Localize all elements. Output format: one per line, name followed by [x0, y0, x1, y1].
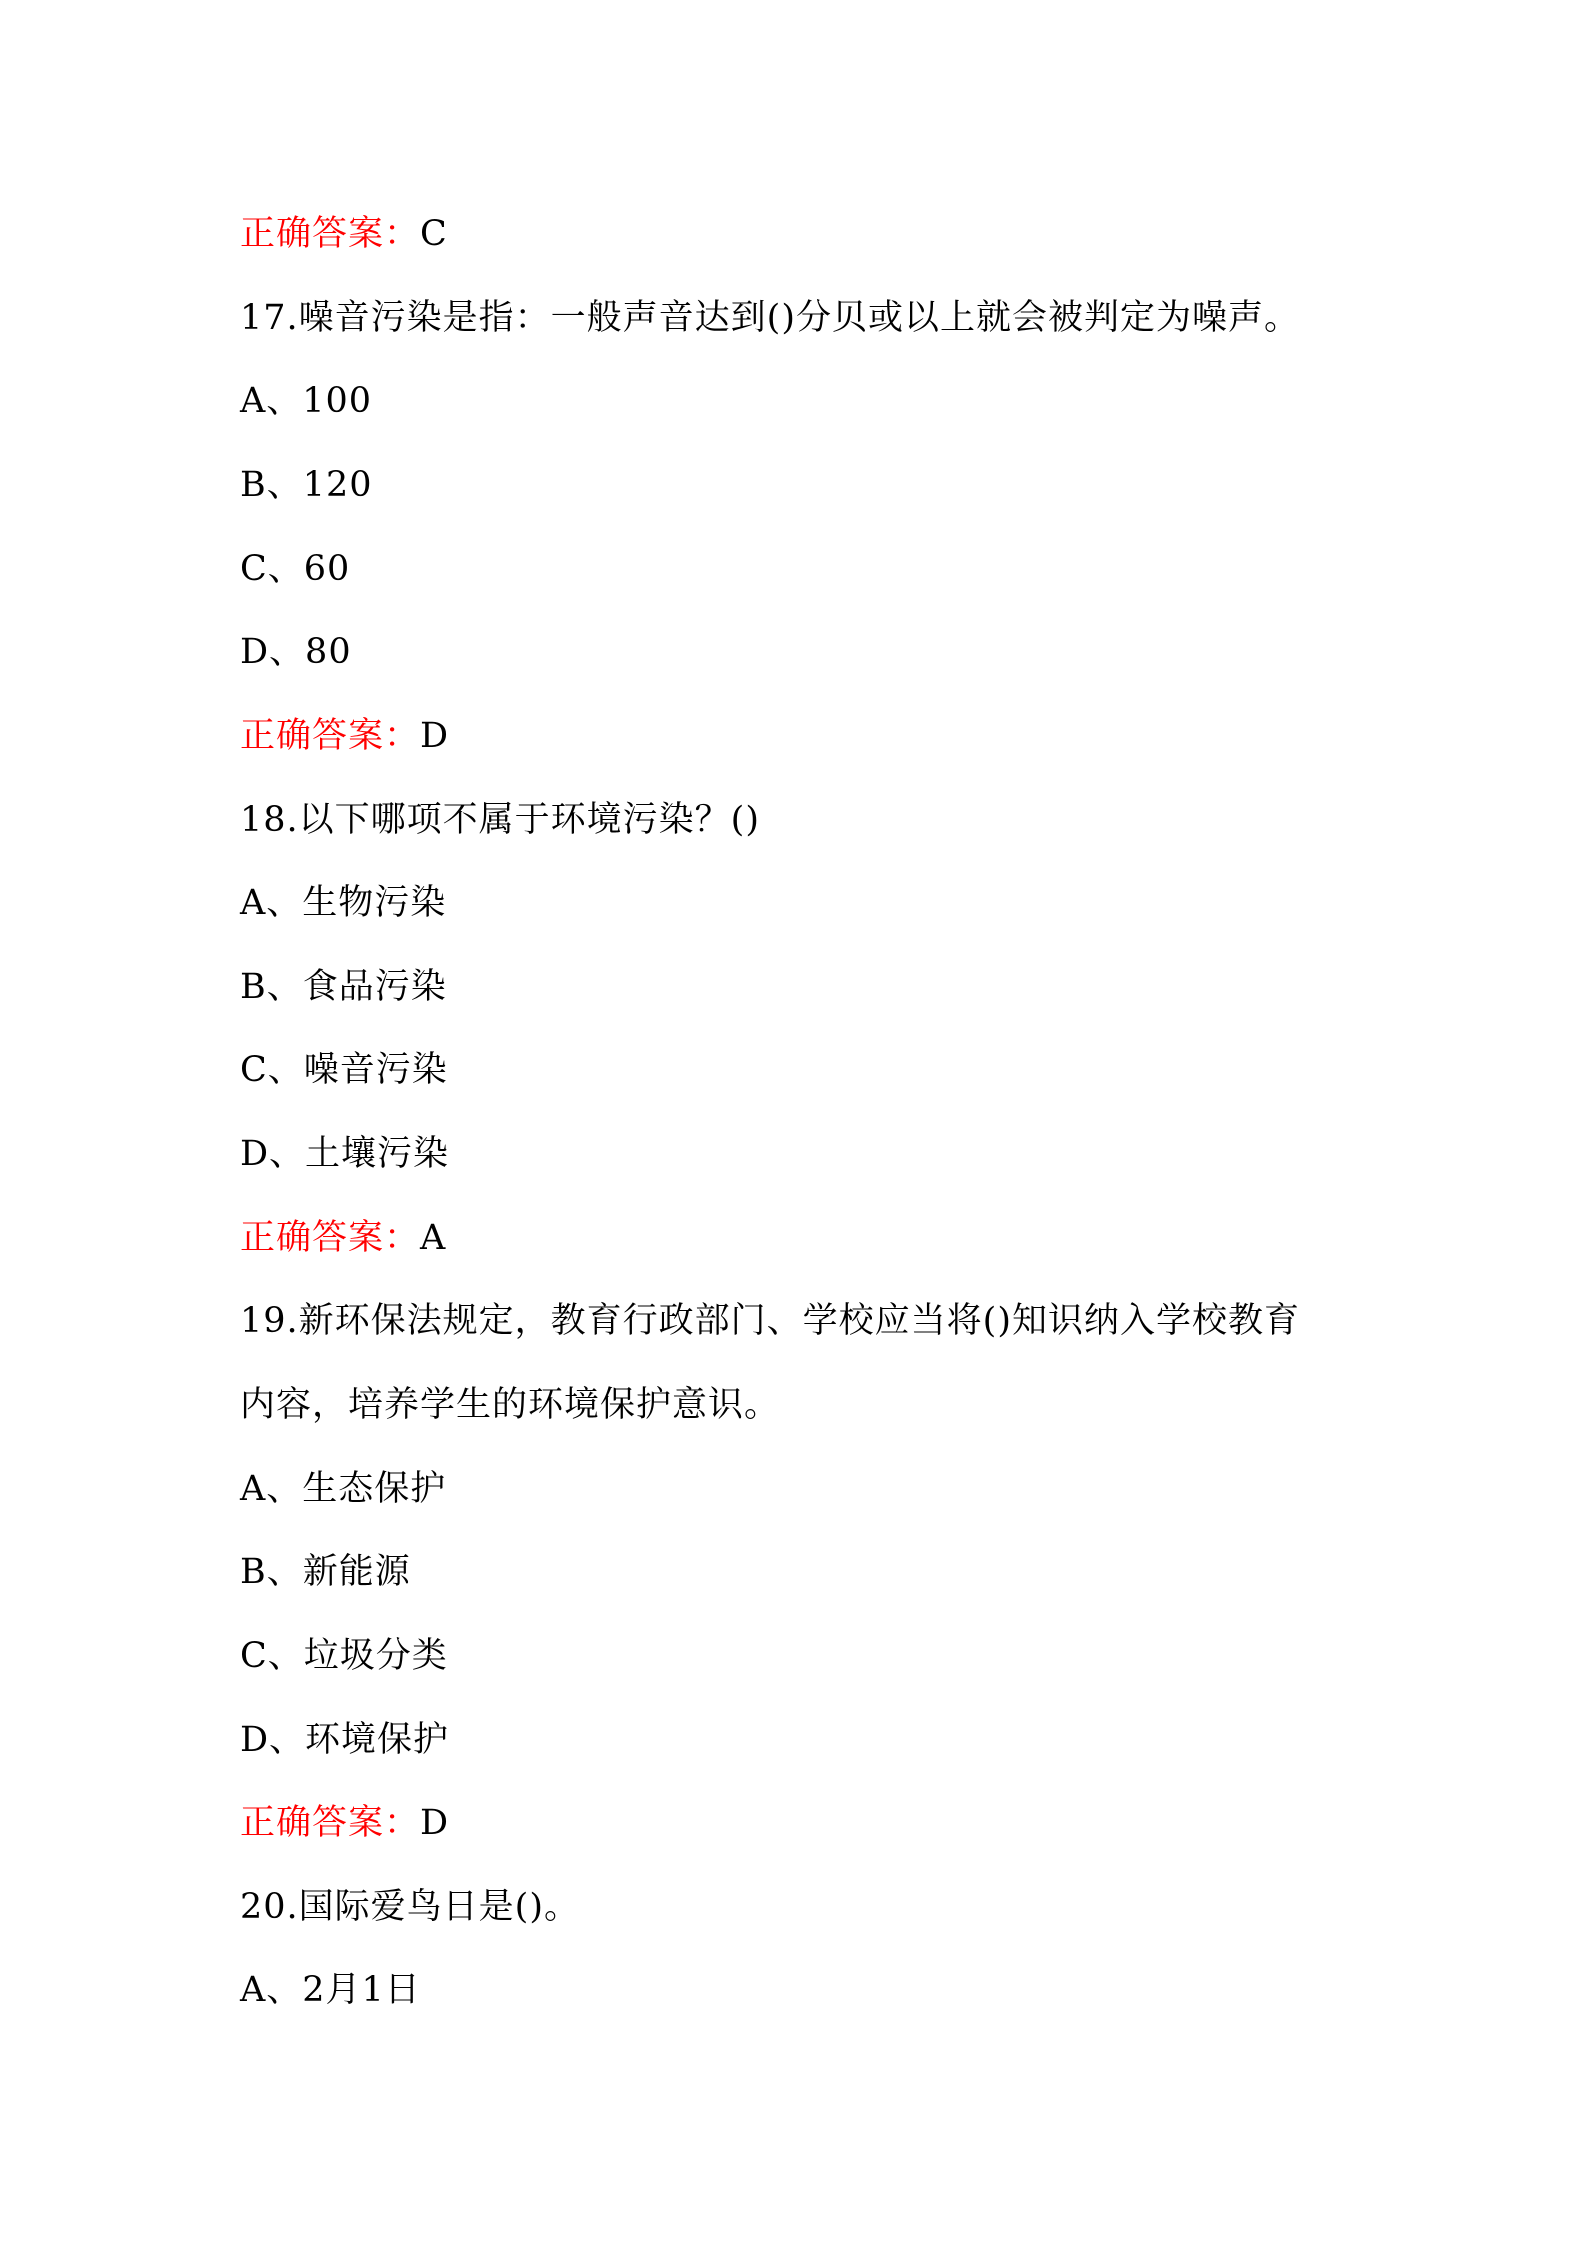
answer-label: 正确答案： [240, 1803, 421, 1843]
answer-label: 正确答案： [240, 214, 421, 254]
question-18-option-a: A、生物污染 [240, 883, 447, 923]
answer-label: 正确答案： [240, 1218, 421, 1258]
question-20-option-a: A、2月1日 [240, 1970, 421, 2010]
question-17-option-b: B、120 [240, 465, 373, 505]
question-17-stem: 17.噪音污染是指：一般声音达到()分贝或以上就会被判定为噪声。 [240, 298, 1300, 338]
question-17-option-c: C、60 [240, 549, 351, 589]
question-17-option-d: D、80 [240, 632, 352, 672]
question-18-option-d: D、土壤污染 [240, 1134, 450, 1174]
answer-value: C [420, 214, 448, 254]
answer-value: D [420, 1803, 450, 1843]
question-19-option-d: D、环境保护 [240, 1720, 450, 1760]
answer-line [240, 212, 448, 256]
question-17-option-a: A、100 [240, 381, 373, 421]
question-19-answer [240, 1801, 449, 1845]
question-19-option-a: A、生态保护 [240, 1469, 447, 1509]
question-19-option-b: B、新能源 [240, 1552, 411, 1592]
question-19-stem-line-1: 19.新环保法规定，教育行政部门、学校应当将()知识纳入学校教育 [240, 1301, 1300, 1341]
question-18-option-b: B、食品污染 [240, 967, 447, 1007]
answer-label: 正确答案： [240, 716, 421, 756]
question-19-option-c: C、垃圾分类 [240, 1636, 448, 1676]
answer-value: D [420, 716, 450, 756]
question-17-answer [240, 714, 449, 758]
question-18-answer [240, 1216, 446, 1260]
question-18-option-c: C、噪音污染 [240, 1050, 448, 1090]
question-19-stem-line-2: 内容，培养学生的环境保护意识。 [240, 1385, 781, 1425]
question-20-stem: 20.国际爱鸟日是()。 [240, 1887, 580, 1927]
question-18-stem: 18.以下哪项不属于环境污染？() [240, 800, 760, 840]
answer-value: A [420, 1218, 447, 1258]
